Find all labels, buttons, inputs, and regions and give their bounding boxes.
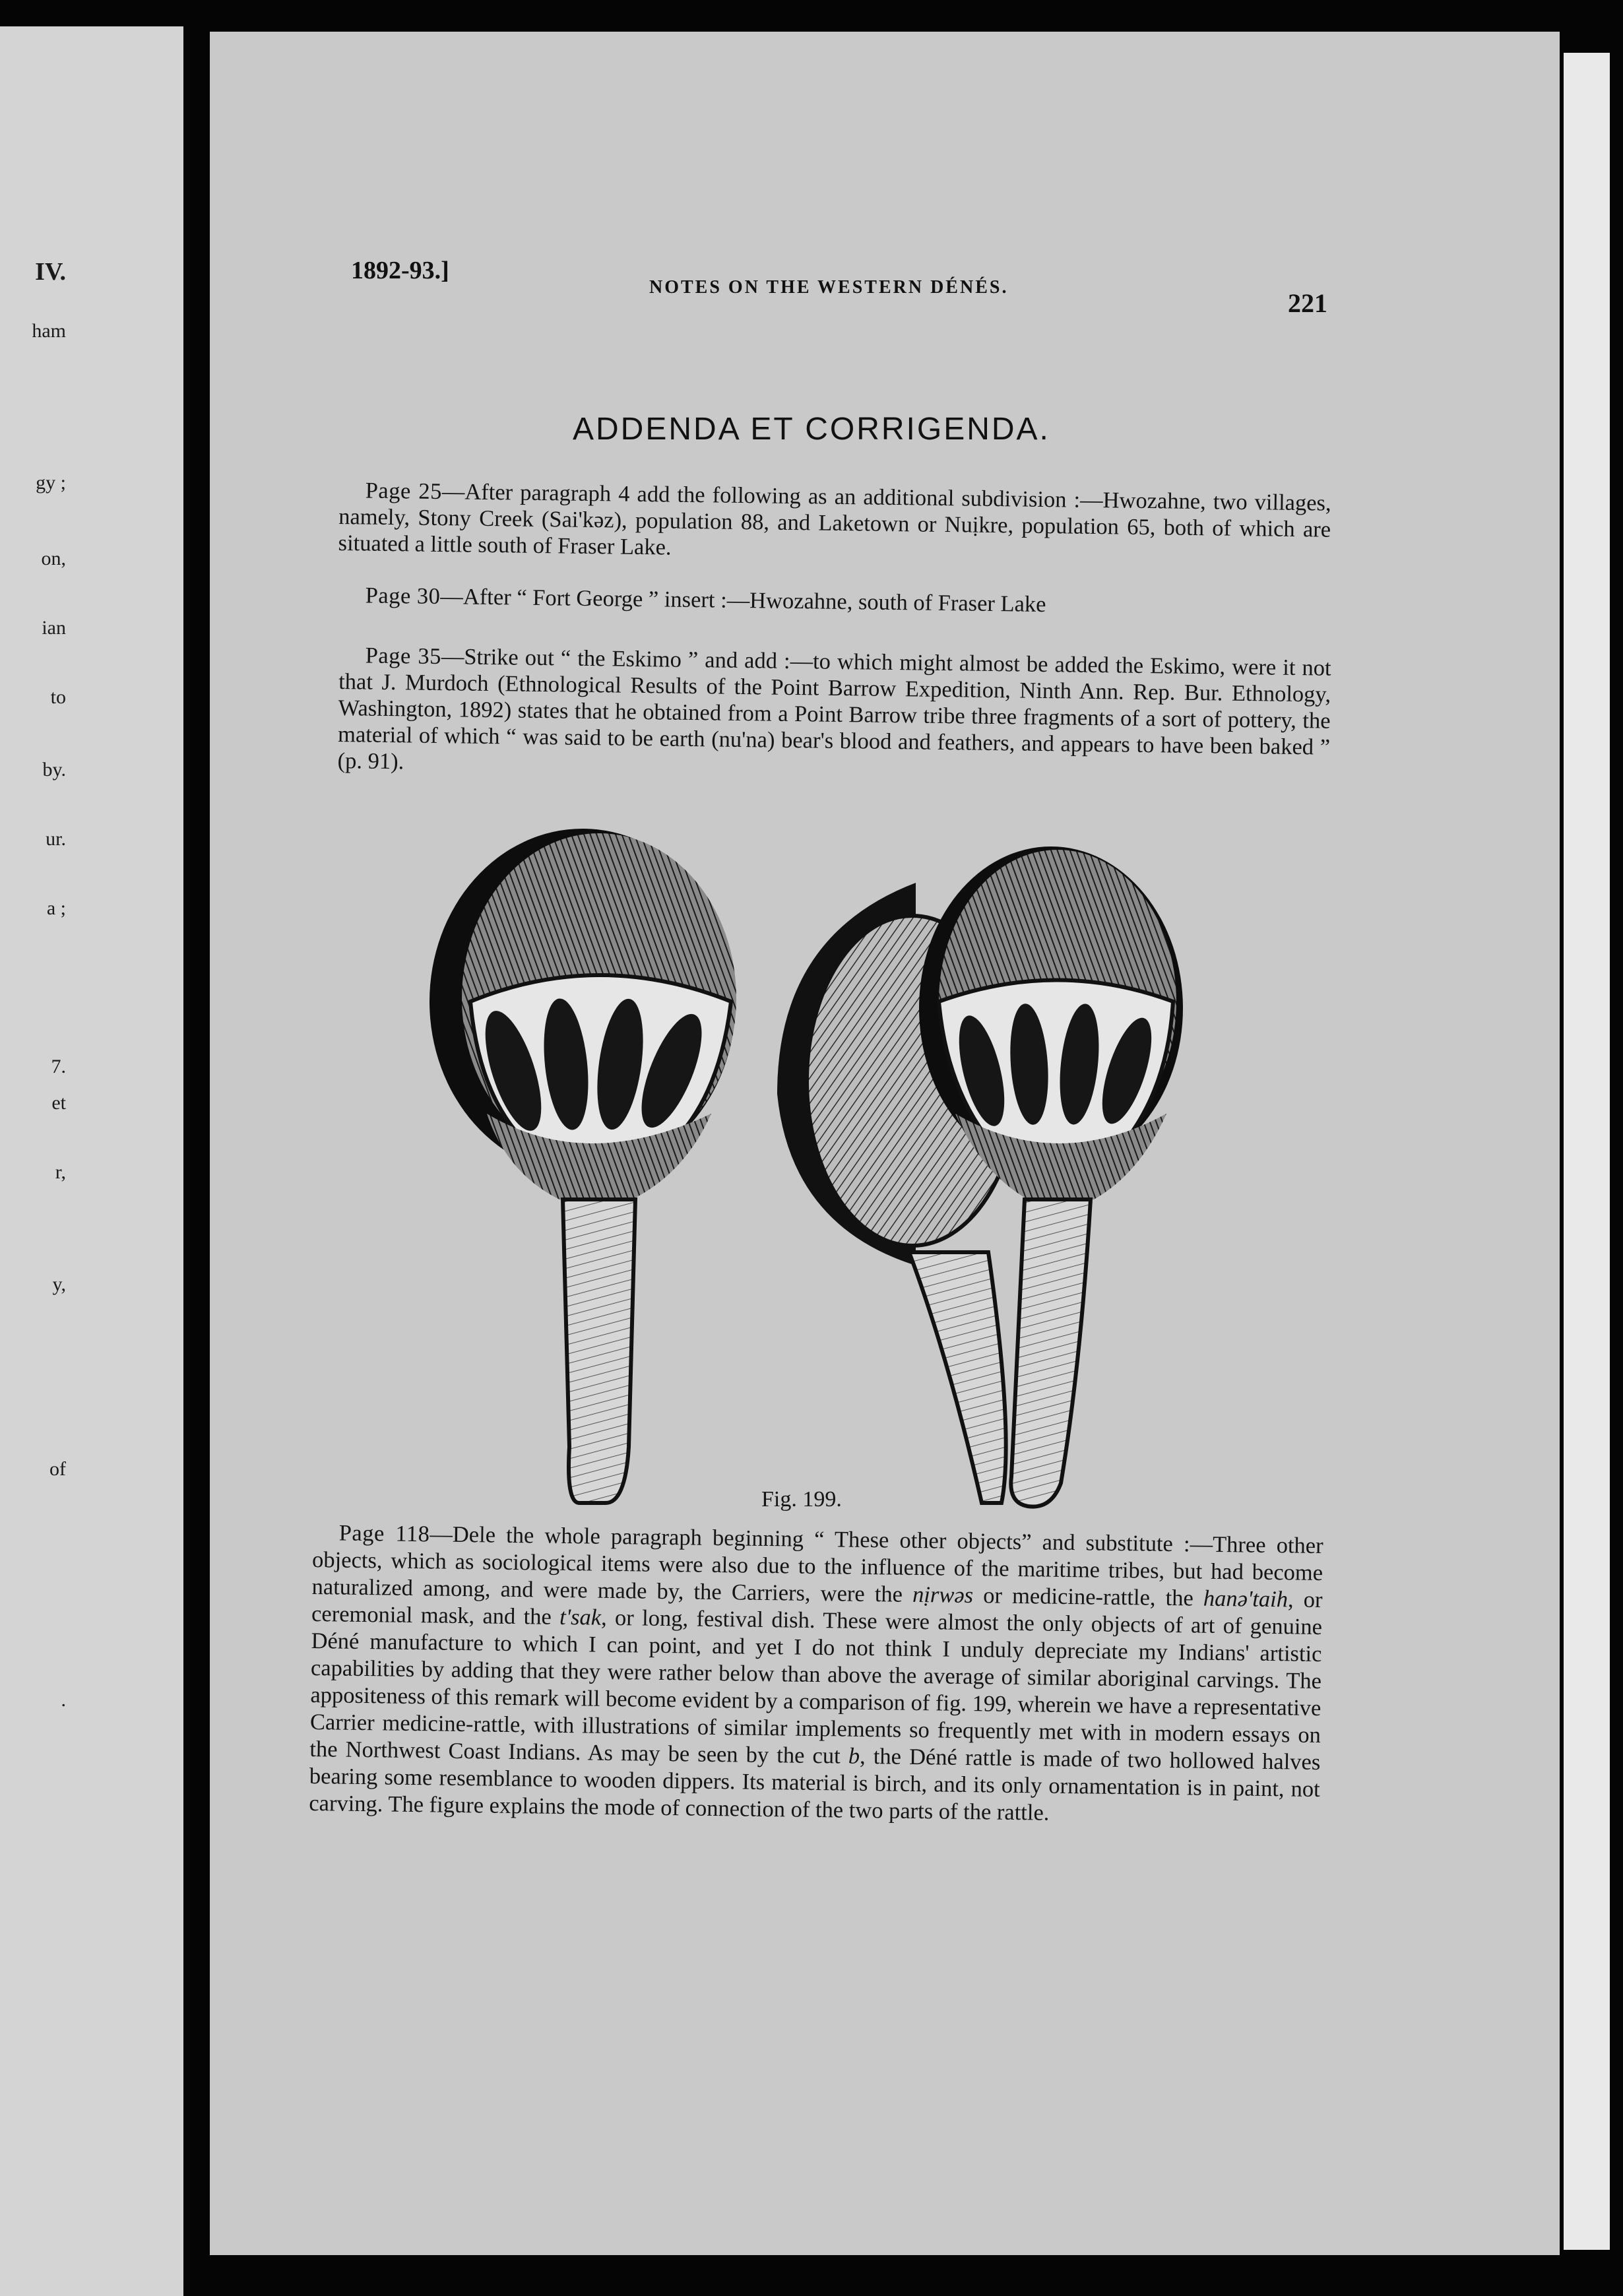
running-head: NOTES ON THE WESTERN DÉNÉS. (649, 277, 1009, 298)
paragraph-text: —After paragraph 4 add the following as an additional subdivision :—Hwozahne, two villages, namely, Stony Creek (Sai'kəz), population 88, and Laketown or Nuịkre, population 65, both of which are situated a little south of Fraser Lake. (338, 479, 1331, 560)
facing-page-fragment: a ; (46, 897, 66, 919)
paragraph-page-35 (337, 642, 1331, 787)
facing-page-fragment: by. (42, 759, 66, 781)
paragraph-page-30 (338, 582, 1331, 622)
facing-page-fragment: r, (55, 1161, 66, 1183)
term-cut-b: b (848, 1743, 860, 1769)
term-mask: hanə'taih (1203, 1585, 1289, 1612)
facing-page-fragment: ur. (46, 828, 66, 850)
facing-page-fragment: of (49, 1458, 66, 1480)
facing-page-fragment: . (61, 1689, 66, 1711)
rattle-illustration (408, 804, 1292, 1549)
facing-page-fragment: gy ; (36, 472, 66, 494)
paragraph-label: Page 30 (365, 583, 441, 610)
paragraph-page-118 (309, 1519, 1323, 1830)
facing-page-edge (0, 26, 183, 2296)
rattle-b (777, 846, 1183, 1507)
facing-page-fragment: ham (32, 320, 66, 342)
facing-page-fragment: on, (41, 548, 66, 569)
book-page (210, 32, 1560, 2255)
facing-page-fragment: et (51, 1092, 66, 1114)
paragraph-text: —Dele the whole paragraph beginning “ These other objects” and substitute :—Three other objects, which as sociological items were also due to the influence of the maritime tribes, but had become naturalized among, and were made by, the Carriers, were the (311, 1521, 1323, 1607)
paragraph-text: , the Déné rattle is made of two hollowed halves bearing some resemblance to wooden dippers. Its material is birch, and its only ornamentation is in paint, not carving. The figure explains the mode of connection of the two parts of the rattle. (309, 1743, 1321, 1826)
figure-caption: Fig. 199. (761, 1487, 842, 1512)
paragraph-label: Page 118 (338, 1520, 430, 1547)
facing-page-fragment: ian (42, 617, 66, 639)
facing-page-fragment: y, (52, 1273, 66, 1295)
facing-page-fragment: to (50, 686, 66, 708)
paragraph-text: or medicine-rattle, the (972, 1583, 1204, 1611)
paragraph-label: Page 25 (365, 478, 443, 505)
paragraph-label: Page 35 (365, 643, 442, 670)
term-rattle: nịrwəs (912, 1581, 974, 1609)
term-dish: t'sak (559, 1604, 602, 1630)
paragraph-text: , or long, festival dish. These were almost the only objects of art of genuine Déné manufacture to which I can point, and yet I do not think I unduly depreciate my Indians' artistic capabilities by adding that they were rather below than above the average of similar aboriginal carvings. The appositeness of this remark will become evident by a comparison of fig. 199, wherein we have a representative Carrier medicine-rattle, with illustrations of similar implements so frequently met with in modern essays on the Northwest Coast Indians. As may be seen by the cut (309, 1605, 1323, 1769)
next-page-edge (1564, 53, 1610, 2250)
paragraph-text: —After “ Fort George ” insert :—Hwozahne, south of Fraser Lake (440, 584, 1046, 618)
paragraph-page-25 (338, 477, 1331, 569)
facing-page-fragment: 7. (51, 1056, 66, 1077)
page-year: 1892-93.] (351, 257, 449, 284)
section-title: ADDENDA ET CORRIGENDA. (573, 412, 1050, 447)
paragraph-text: , or ceremonial mask, and the (311, 1587, 1323, 1630)
paragraph-text: —Strike out “ the Eskimo ” and add :—to which might almost be added the Eskimo, were it not that J. Murdoch (Ethnological Results of the Point Barrow Expedition, Ninth Ann. Rep. Bur. Ethnology, Washington, 1892) states that he obtained from a Point Barrow tribe three fragments of a sort of pottery, the material of which “ was said to be earth (nu'na) bear's blood and feathers, and appears to have been baked ” (p. 91). (337, 644, 1331, 775)
rattle-a (430, 829, 736, 1503)
facing-page-fragment: IV. (35, 258, 66, 286)
page-number: 221 (1288, 288, 1327, 318)
